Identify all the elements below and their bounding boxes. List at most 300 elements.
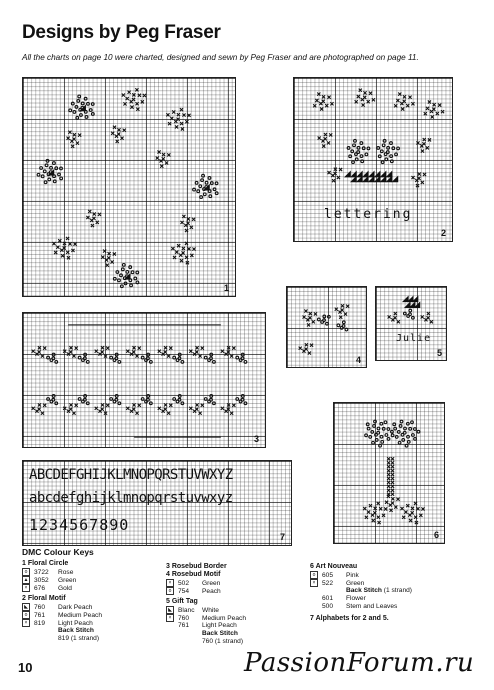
stitch-cross <box>86 216 89 219</box>
stitch-cross <box>318 136 321 139</box>
stitch-cross <box>58 239 61 242</box>
stitch-dot <box>201 179 204 182</box>
stitch-cross <box>43 347 46 350</box>
key-row <box>166 606 246 614</box>
stitch-cross <box>391 457 394 460</box>
stitch-dot <box>84 353 87 356</box>
stitch-cross <box>136 108 139 111</box>
stitch-triangle <box>410 303 415 308</box>
stitch-cross <box>421 507 424 510</box>
stitch-dot <box>50 359 53 362</box>
stitch-dot <box>53 180 56 183</box>
stitch-cross <box>411 102 414 105</box>
stitch-cross <box>189 350 192 353</box>
stitch-cross <box>162 410 165 413</box>
colour-name: Green <box>58 576 77 584</box>
stitch-cross <box>424 112 427 115</box>
stitch-cross <box>61 254 64 257</box>
stitch-dot <box>77 100 80 103</box>
gift-tag-pattern <box>376 287 446 360</box>
stitch-cross <box>75 347 78 350</box>
stitch-dot <box>47 398 50 401</box>
key-row <box>22 611 102 619</box>
stitch-cross <box>180 108 183 111</box>
stitch-dot <box>241 353 244 356</box>
stitch-dot <box>84 97 87 100</box>
stitch-cross <box>382 514 385 517</box>
stitch-cross <box>180 259 183 262</box>
stitch-dot <box>73 111 76 114</box>
stitch-dot <box>121 268 124 271</box>
chart-floral-motif <box>293 77 453 242</box>
stitch-cross <box>337 176 340 179</box>
stitch-dot <box>367 147 370 150</box>
stitch-cross <box>35 410 38 413</box>
stitch-cross <box>66 251 69 254</box>
stitch-triangle <box>351 172 356 177</box>
stitch-dot <box>55 167 58 170</box>
stitch-triangle <box>375 177 380 182</box>
stitch-dot <box>361 160 364 163</box>
colour-name: Rose <box>58 568 74 576</box>
stitch-cross <box>132 93 135 96</box>
stitch-cross <box>389 504 392 507</box>
stitch-cross <box>325 104 328 107</box>
stitch-dot <box>145 359 148 362</box>
stitch-dot <box>199 185 202 188</box>
stitch-cross <box>307 323 310 326</box>
stitch-cross <box>312 320 315 323</box>
stitch-dot <box>80 114 83 117</box>
stitch-cross <box>101 346 104 349</box>
stitch-cross <box>303 315 306 318</box>
stitch-cross <box>196 346 199 349</box>
stitch-triangle <box>351 177 356 182</box>
stitch-cross <box>143 94 146 97</box>
key-row <box>166 622 246 630</box>
key-section-title: 4 Rosebud Motif <box>166 571 221 578</box>
key-row <box>22 576 102 584</box>
stitch-dot <box>378 155 381 158</box>
stitch-cross <box>414 516 417 519</box>
stitch-symbol-icon: × <box>22 584 30 592</box>
stitch-dot <box>204 398 207 401</box>
stitch-cross <box>427 312 430 315</box>
stitch-dot <box>337 324 340 327</box>
stitch-dot <box>145 400 148 403</box>
stitch-triangle <box>408 297 413 302</box>
keys-column-3 <box>310 563 412 623</box>
stitch-cross <box>201 347 204 350</box>
key-row <box>310 571 412 579</box>
stitch-cross <box>369 504 372 507</box>
stitch-dot <box>241 395 244 398</box>
stitch-dot <box>116 271 119 274</box>
key-row <box>166 587 246 595</box>
key-section-title: 3 Rosebud Border <box>166 563 227 570</box>
stitch-cross <box>416 184 419 187</box>
stitch-cross <box>130 106 133 109</box>
stitch-cross <box>187 114 190 117</box>
stitch-dot <box>115 353 118 356</box>
stitch-cross <box>71 145 74 148</box>
stitch-cross <box>104 412 107 415</box>
stitch-dot <box>380 150 383 153</box>
stitch-dot <box>53 162 56 165</box>
rosebud-border-pattern <box>23 313 265 447</box>
stitch-triangle <box>357 177 362 182</box>
stitch-cross <box>54 251 57 254</box>
stitch-dot <box>91 113 94 116</box>
stitch-cross <box>162 153 165 156</box>
stitch-triangle <box>403 297 408 302</box>
stitch-cross <box>346 305 349 308</box>
stitch-dot <box>47 356 50 359</box>
stitch-cross <box>162 352 165 355</box>
stitch-dot <box>406 422 409 425</box>
stitch-cross <box>68 242 71 245</box>
stitch-dot <box>323 315 326 318</box>
stitch-cross <box>339 168 342 171</box>
stitch-cross <box>173 256 176 259</box>
stitch-cross <box>338 311 341 314</box>
back-stitch-detail: 760 (1 strand) <box>202 638 244 645</box>
stitch-dot <box>71 102 74 105</box>
colour-name: Flower <box>346 595 366 602</box>
stitch-cross <box>111 132 114 135</box>
stitch-triangle <box>363 172 368 177</box>
stitch-cross <box>391 469 394 472</box>
stitch-dot <box>126 270 129 273</box>
stitch-symbol-icon: ▲ <box>23 577 29 583</box>
stitch-dot <box>193 188 196 191</box>
gift-tag-name: Julie <box>396 333 432 344</box>
stitch-cross <box>158 150 161 153</box>
stitch-cross <box>391 473 394 476</box>
colour-name: Light Peach <box>202 622 237 629</box>
stitch-cross <box>96 221 99 224</box>
stitch-cross <box>230 412 233 415</box>
stitch-cross <box>43 404 46 407</box>
stitch-cross <box>225 410 228 413</box>
stitch-dot <box>181 361 184 364</box>
stitch-cross <box>103 250 106 253</box>
dmc-code: 819 <box>34 619 46 627</box>
stitch-dot <box>407 435 410 438</box>
stitch-dot <box>115 395 118 398</box>
stitch-cross <box>391 318 394 321</box>
stitch-cross <box>184 224 187 227</box>
stitch-cross <box>430 110 433 113</box>
stitch-dot <box>44 181 47 184</box>
stitch-dot <box>392 147 395 150</box>
stitch-dot <box>120 274 123 277</box>
stitch-dot <box>173 356 176 359</box>
stitch-triangle <box>405 303 410 308</box>
stitch-dot <box>129 266 132 269</box>
rosebud-motif-pattern <box>287 287 366 367</box>
stitch-cross <box>411 507 414 510</box>
chart-number: 3 <box>253 434 259 444</box>
stitch-cross <box>367 100 370 103</box>
stitch-cross <box>411 176 414 179</box>
stitch-dot <box>393 423 396 426</box>
stitch-dot <box>209 195 212 198</box>
stitch-cross <box>372 519 375 522</box>
stitch-dot <box>372 441 375 444</box>
stitch-dot <box>375 433 378 436</box>
stitch-dot <box>52 395 55 398</box>
stitch-cross <box>120 137 123 140</box>
stitch-cross <box>115 135 118 138</box>
stitch-dot <box>366 423 369 426</box>
stitch-dot <box>78 95 81 98</box>
stitch-cross <box>186 261 189 264</box>
stitch-cross <box>180 122 183 125</box>
stitch-cross <box>67 256 70 259</box>
dmc-code: 601 <box>322 595 334 602</box>
stitch-cross <box>379 507 382 510</box>
stitch-cross <box>438 104 441 107</box>
stitch-symbol-icon: ◣ <box>22 603 30 611</box>
colour-keys-heading: DMC Colour Keys <box>22 547 94 557</box>
stitch-dot <box>412 316 415 319</box>
dmc-code: 500 <box>322 603 334 610</box>
dmc-code: 522 <box>322 579 334 587</box>
stitch-dot <box>110 398 113 401</box>
page-number: 10 <box>18 660 33 675</box>
stitch-cross <box>182 247 185 250</box>
stitch-cross <box>130 352 133 355</box>
stitch-dot <box>213 188 216 191</box>
stitch-dot <box>87 102 90 105</box>
stitch-dot <box>205 181 208 184</box>
stitch-dot <box>55 361 58 364</box>
stitch-cross <box>132 346 135 349</box>
chart-rosebud-border <box>22 312 266 448</box>
chart-gift-tag <box>375 286 447 361</box>
colour-name: Gold <box>58 584 72 592</box>
stitch-dot <box>84 395 87 398</box>
stitch-cross <box>225 352 228 355</box>
stitch-dot <box>178 353 181 356</box>
stitch-dot <box>326 322 329 325</box>
stitch-dot <box>379 444 382 447</box>
colour-name: Green <box>202 579 221 587</box>
stitch-dot <box>78 398 81 401</box>
stitch-dot <box>141 356 144 359</box>
stitch-cross <box>104 354 107 357</box>
stitch-cross <box>401 107 404 110</box>
stitch-cross <box>182 215 185 218</box>
stitch-cross <box>232 347 235 350</box>
stitch-cross <box>362 103 365 106</box>
stitch-cross <box>135 354 138 357</box>
stitch-symbol-icon: × <box>22 619 30 627</box>
stitch-cross <box>221 350 224 353</box>
stitch-dot <box>118 279 121 282</box>
stitch-cross <box>135 88 138 91</box>
stitch-cross <box>378 521 381 524</box>
stitch-dot <box>355 158 358 161</box>
stitch-dot <box>394 427 397 430</box>
stitch-cross <box>421 181 424 184</box>
stitch-cross <box>331 174 334 177</box>
stitch-cross <box>372 98 375 101</box>
colour-name: Light Peach <box>58 619 93 627</box>
stitch-dot <box>414 438 417 441</box>
stitch-dot <box>397 147 400 150</box>
stitch-cross <box>185 256 188 259</box>
stitch-cross <box>304 310 307 313</box>
stitch-cross <box>73 133 76 136</box>
stitch-cross <box>420 144 423 147</box>
stitch-dot <box>385 158 388 161</box>
chart-alphabets <box>22 460 292 546</box>
stitch-triangle <box>415 303 420 308</box>
stitch-dot <box>395 153 398 156</box>
stitch-cross <box>201 404 204 407</box>
stitch-dot <box>342 321 345 324</box>
stitch-dot <box>383 139 386 142</box>
colour-name: Pink <box>346 571 359 579</box>
stitch-cross <box>363 507 366 510</box>
stitch-cross <box>68 131 71 134</box>
stitch-dot <box>402 439 405 442</box>
stitch-cross <box>387 469 390 472</box>
stitch-cross <box>196 403 199 406</box>
stitch-cross <box>391 485 394 488</box>
chart-rosebud-motif <box>286 286 367 368</box>
stitch-cross <box>190 226 193 229</box>
stitch-cross <box>403 95 406 98</box>
stitch-dot <box>387 146 390 149</box>
stitch-cross <box>138 94 141 97</box>
stitch-dot <box>321 321 324 324</box>
stitch-dot <box>86 361 89 364</box>
stitch-cross <box>369 92 372 95</box>
stitch-dot <box>414 428 417 431</box>
stitch-dot <box>89 109 92 112</box>
stitch-cross <box>105 258 108 261</box>
stitch-dot <box>208 359 211 362</box>
stitch-dot <box>134 277 137 280</box>
stitch-triangle <box>387 177 392 182</box>
stitch-triangle <box>363 177 368 182</box>
stitch-cross <box>169 347 172 350</box>
stitch-cross <box>227 403 230 406</box>
stitch-cross <box>32 350 35 353</box>
stitch-dot <box>399 425 402 428</box>
stitch-cross <box>365 516 368 519</box>
dmc-code: 761 <box>34 611 46 619</box>
stitch-dot <box>398 441 401 444</box>
keys-column-2 <box>166 563 246 646</box>
stitch-cross <box>391 481 394 484</box>
stitch-cross <box>128 91 131 94</box>
key-section-title: 1 Floral Circle <box>22 560 69 567</box>
stitch-cross <box>324 133 327 136</box>
stitch-cross <box>394 312 397 315</box>
colour-name: Medium Peach <box>202 614 246 622</box>
stitch-dot <box>202 174 205 177</box>
stitch-dot <box>48 178 51 181</box>
stitch-cross <box>436 112 439 115</box>
dmc-code: 676 <box>34 584 46 592</box>
stitch-dot <box>365 153 368 156</box>
stitch-dot <box>204 356 207 359</box>
stitch-cross <box>387 457 390 460</box>
stitch-cross <box>414 502 417 505</box>
stitch-cross <box>409 519 412 522</box>
stitch-cross <box>319 102 322 105</box>
stitch-cross <box>167 412 170 415</box>
key-row <box>22 568 102 576</box>
stitch-dot <box>390 160 393 163</box>
stitch-cross <box>377 502 380 505</box>
stitch-dot <box>380 435 383 438</box>
stitch-cross <box>66 237 69 240</box>
stitch-cross <box>421 149 424 152</box>
stitch-cross <box>126 407 129 410</box>
stitch-cross <box>159 159 162 162</box>
keys-column-1 <box>22 560 102 643</box>
stitch-dot <box>371 431 374 434</box>
stitch-cross <box>441 110 444 113</box>
stitch-cross <box>334 168 337 171</box>
stitch-cross <box>135 102 138 105</box>
stitch-dot <box>387 438 390 441</box>
stitch-cross <box>106 404 109 407</box>
key-row <box>166 614 246 622</box>
chart-art-nouveau <box>333 402 445 544</box>
stitch-dot <box>147 353 150 356</box>
stitch-cross <box>69 403 72 406</box>
stitch-dot <box>136 271 139 274</box>
stitch-dot <box>147 395 150 398</box>
stitch-cross <box>426 107 429 110</box>
stitch-dot <box>328 315 331 318</box>
stitch-cross <box>169 404 172 407</box>
stitch-dot <box>347 147 350 150</box>
stitch-cross <box>107 252 110 255</box>
stitch-symbol-icon: o <box>310 571 318 579</box>
stitch-cross <box>421 315 424 318</box>
stitch-dot <box>404 427 407 430</box>
stitch-cross <box>339 316 342 319</box>
dmc-code: 760 <box>34 603 46 611</box>
stitch-cross <box>419 514 422 517</box>
stitch-dot <box>236 356 239 359</box>
stitch-cross <box>164 403 167 406</box>
stitch-cross <box>138 347 141 350</box>
stitch-dot <box>377 427 380 430</box>
stitch-cross <box>101 403 104 406</box>
stitch-dot <box>210 182 213 185</box>
stitch-cross <box>177 244 180 247</box>
key-section-title: 2 Floral Motif <box>22 595 66 602</box>
key-row <box>22 584 102 592</box>
stitch-cross <box>180 221 183 224</box>
stitch-triangle <box>369 172 374 177</box>
stitch-dot <box>60 177 63 180</box>
stitch-cross <box>221 407 224 410</box>
stitch-dot <box>405 444 408 447</box>
key-row <box>310 603 412 611</box>
stitch-cross <box>387 477 390 480</box>
stitch-cross <box>359 89 362 92</box>
stitch-cross <box>322 145 325 148</box>
